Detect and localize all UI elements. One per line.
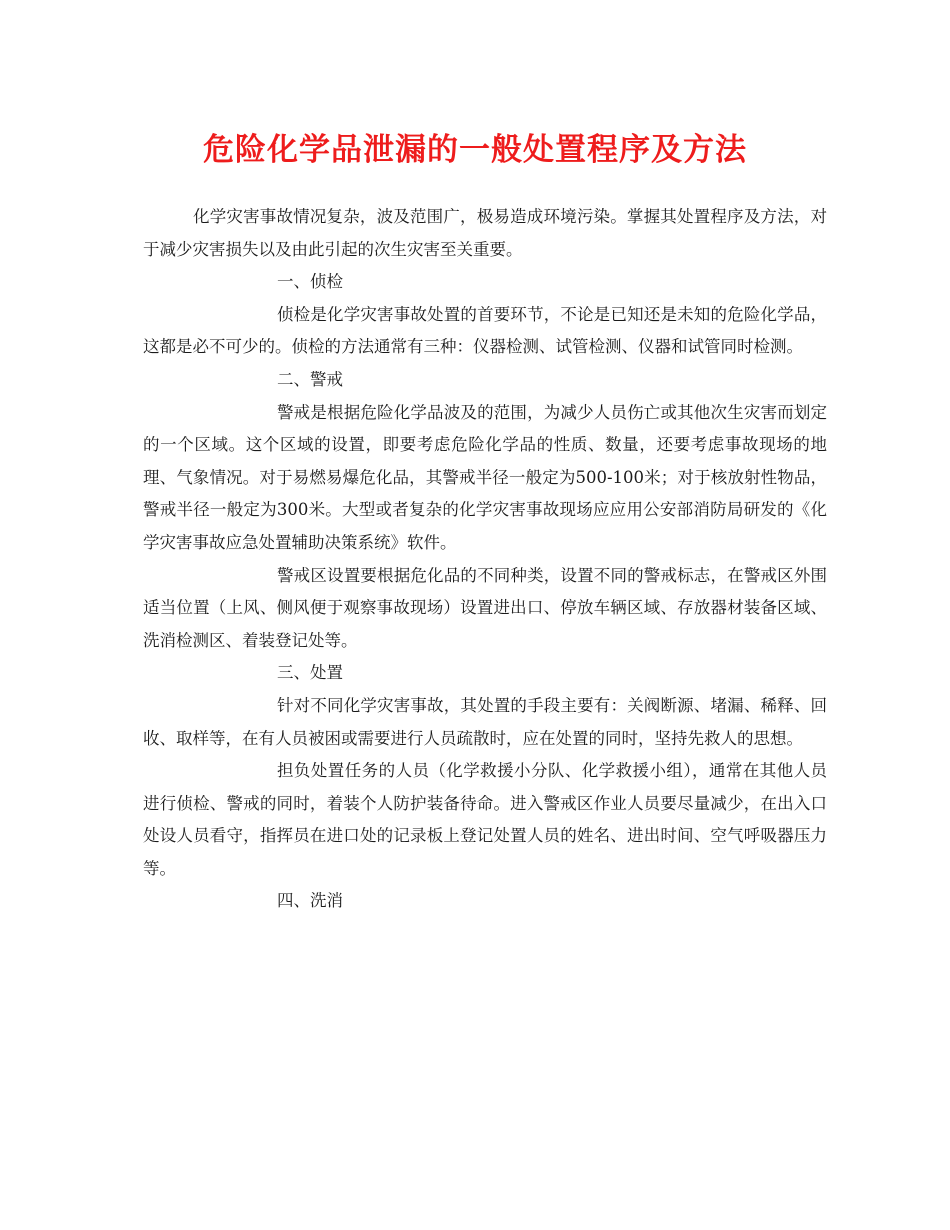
page-title: 危险化学品泄漏的一般处置程序及方法 xyxy=(203,132,747,168)
section-heading-disposal: 三、处置 xyxy=(277,663,343,683)
section-heading-cordon: 二、警戒 xyxy=(277,369,343,389)
document-body xyxy=(143,201,827,918)
section-heading-decontamination: 四、洗消 xyxy=(277,891,343,911)
section-heading-detection: 一、侦检 xyxy=(277,272,343,292)
disposal-paragraph-2: 担负处置任务的人员（化学救援小分队、化学救援小组），通常在其他人员进行侦检、警戒的同时，着装个人防护装备待命。进入警戒区作业人员要尽量减少，在出入口处设人员看守，指挥员在进口处的记录板上登记处置人员的姓名、进出时间、空气呼吸器压力等。 xyxy=(143,761,827,878)
intro-paragraph: 化学灾害事故情况复杂，波及范围广，极易造成环境污染。掌握其处置程序及方法，对于减少灾害损失以及由此引起的次生灾害至关重要。 xyxy=(143,207,827,259)
cordon-paragraph-2: 警戒区设置要根据危化品的不同种类，设置不同的警戒标志，在警戒区外围适当位置（上风、侧风便于观察事故现场）设置进出口、停放车辆区域、存放器材装备区域、洗消检测区、着装登记处等。 xyxy=(143,565,827,650)
detection-paragraph: 侦检是化学灾害事故处置的首要环节，不论是已知还是未知的危险化学品，这都是必不可少的。侦检的方法通常有三种：仪器检测、试管检测、仪器和试管同时检测。 xyxy=(143,304,827,357)
cordon-paragraph-1: 警戒是根据危险化学品波及的范围，为减少人员伤亡或其他次生灾害而划定的一个区域。这个区域的设置，即要考虑危险化学品的性质、数量，还要考虑事故现场的地理、气象情况。对于易燃易爆危化品，其警戒半径一般定为500-100米；对于核放射性物品，警戒半径一般定为300米。大型或者复杂的化学灾害事故现场应应用公安部消防局研发的《化学灾害事故应急处置辅助决策系统》软件。 xyxy=(143,402,827,552)
disposal-paragraph-1: 针对不同化学灾害事故，其处置的手段主要有：关阀断源、堵漏、稀释、回收、取样等，在有人员被困或需要进行人员疏散时，应在处置的同时，坚持先救人的思想。 xyxy=(143,695,827,748)
